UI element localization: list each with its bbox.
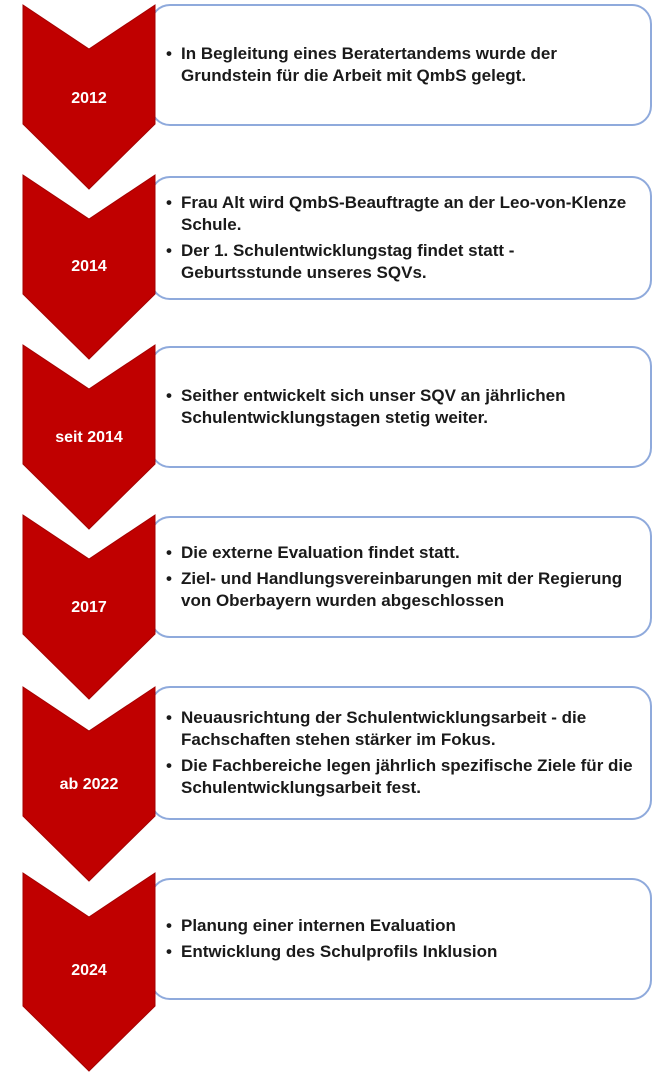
year-chevron	[22, 686, 156, 882]
milestone-bullet: • Neuausrichtung der Schulentwicklungsarbeit - die Fachschaften stehen stärker im Fokus.	[166, 707, 640, 751]
milestone-bullet: • Entwicklung des Schulprofils Inklusion	[166, 941, 640, 963]
milestone-bullet: • Der 1. Schulentwicklungstag findet statt - Geburtsstunde unseres SQVs.	[166, 240, 640, 284]
year-chevron	[22, 174, 156, 360]
year-label: ab 2022	[59, 776, 119, 793]
year-chevron	[22, 344, 156, 530]
milestone-box	[150, 4, 652, 126]
year-label: 2017	[71, 599, 107, 616]
year-chevron	[22, 514, 156, 700]
milestone-box	[150, 686, 652, 820]
year-chevron	[22, 872, 156, 1072]
year-label: 2024	[71, 962, 107, 979]
year-label: 2014	[71, 258, 107, 275]
year-label: seit 2014	[55, 429, 123, 446]
year-label: 2012	[71, 90, 107, 107]
milestone-bullet: • Frau Alt wird QmbS-Beauftragte an der Leo-von-Klenze Schule.	[166, 192, 640, 236]
year-chevron	[22, 4, 156, 190]
milestone-bullet: • Die Fachbereiche legen jährlich spezifische Ziele für die Schulentwicklungsarbeit fest.	[166, 755, 640, 799]
milestone-bullet: • Ziel- und Handlungsvereinbarungen mit der Regierung von Oberbayern wurden abgeschlossen	[166, 568, 640, 612]
milestone-box	[150, 878, 652, 1000]
milestone-bullet: • Planung einer internen Evaluation	[166, 915, 640, 937]
milestone-bullet: • Seither entwickelt sich unser SQV an jährlichen Schulentwicklungstagen stetig weiter.	[166, 385, 640, 429]
milestone-box	[150, 346, 652, 468]
milestone-box	[150, 176, 652, 300]
milestone-box	[150, 516, 652, 638]
milestone-bullet: • In Begleitung eines Beratertandems wurde der Grundstein für die Arbeit mit QmbS gelegt.	[166, 43, 640, 87]
milestone-bullet: • Die externe Evaluation findet statt.	[166, 542, 640, 564]
